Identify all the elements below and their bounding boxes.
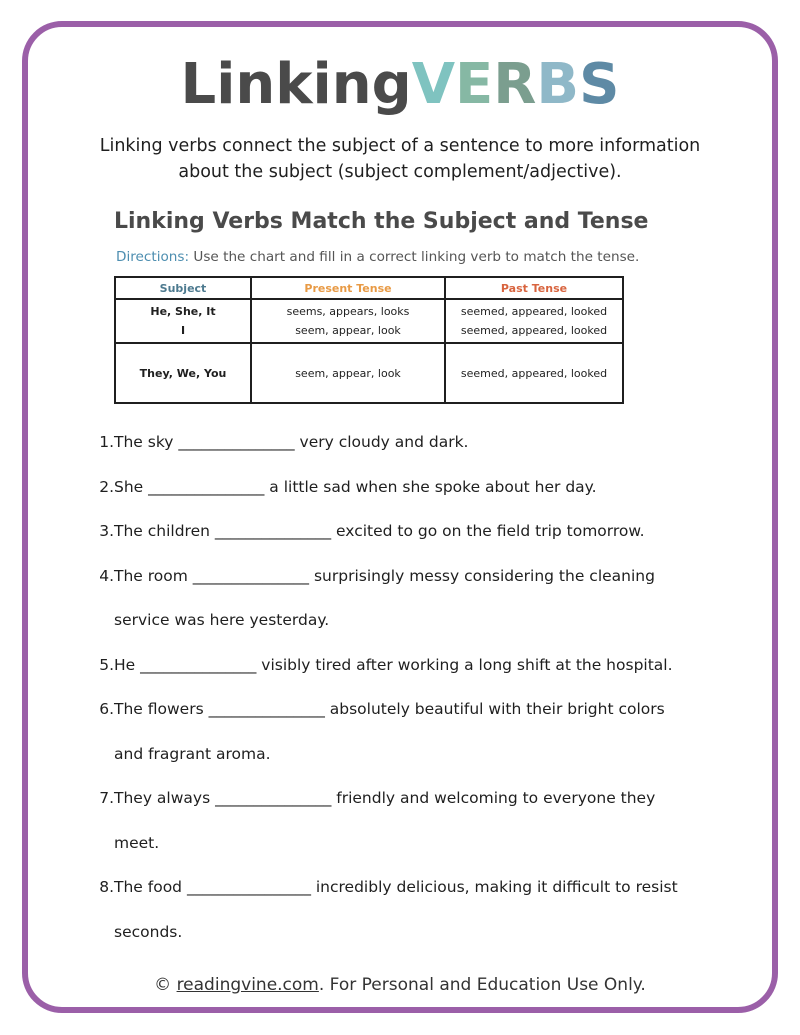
chart-header-subject: Subject [115, 277, 251, 299]
question-list [96, 420, 736, 954]
question-number: 1. [99, 433, 114, 451]
question-continuation: meet. [114, 833, 160, 852]
question-number: 4. [99, 566, 114, 585]
cell-line: seemed, appeared, looked [460, 324, 608, 337]
question-number: 2. [99, 477, 114, 496]
chart-header-past: Past Tense [445, 277, 623, 299]
question-continuation: seconds. [114, 922, 183, 941]
chart-cell-past [445, 343, 623, 403]
question-text: The children _______________ excited to go on the field trip tomorrow. [114, 522, 645, 540]
chart-row [115, 299, 623, 343]
question-continuation: and fragrant aroma. [114, 744, 271, 763]
question-number: 7. [99, 789, 114, 807]
footer [0, 975, 800, 995]
question-item [96, 509, 736, 554]
title-linking: Linking [180, 52, 412, 117]
directions-text: Use the chart and fill in a correct linking verb to match the tense. [189, 249, 640, 265]
cell-line: seem, appear, look [295, 324, 401, 337]
title-letter: B [536, 52, 580, 117]
question-item [96, 687, 736, 732]
question-number: 6. [99, 700, 114, 718]
title-letter: V [411, 52, 456, 117]
chart-cell-subject [115, 299, 251, 343]
question-item [96, 465, 736, 510]
question-text: The sky _______________ very cloudy and dark. [114, 433, 469, 451]
question-item [96, 643, 736, 688]
title-letter: E [455, 52, 494, 117]
intro-text: Linking verbs connect the subject of a sentence to more information about the subject (subject complement/adjective). [99, 136, 701, 182]
chart-cell-present [251, 343, 445, 403]
cell-line: seemed, appeared, looked [460, 366, 608, 380]
question-text: The flowers _______________ absolutely beautiful with their bright colors [114, 700, 665, 718]
question-item [96, 865, 736, 910]
question-item [96, 420, 736, 465]
chart-header-row [115, 277, 623, 299]
page-title [0, 52, 800, 117]
chart-cell-past [445, 299, 623, 343]
verb-chart [114, 276, 624, 404]
question-text: The room _______________ surprisingly messy considering the cleaning [114, 566, 655, 585]
question-number: 5. [99, 655, 114, 674]
footer-link[interactable]: readingvine.com [176, 975, 319, 995]
title-letter: R [493, 52, 537, 117]
chart-cell-present [251, 299, 445, 343]
question-continuation: service was here yesterday. [114, 611, 330, 629]
question-item [96, 554, 736, 599]
cell-line: seem, appear, look [295, 366, 401, 380]
title-letter: S [579, 52, 620, 117]
directions [116, 249, 639, 265]
cell-line: seems, appears, looks [286, 305, 410, 318]
title-verbs [412, 52, 620, 117]
cell-line: They, We, You [139, 366, 227, 380]
chart-row [115, 343, 623, 403]
chart-cell-subject [115, 343, 251, 403]
question-text: The food ________________ incredibly delicious, making it difficult to resist [114, 878, 678, 896]
cell-line: I [180, 324, 186, 337]
question-number: 8. [99, 878, 114, 896]
question-text: They always _______________ friendly and welcoming to everyone they [114, 789, 656, 807]
footer-text: . For Personal and Education Use Only. [318, 975, 646, 995]
cell-line: He, She, It [150, 305, 216, 318]
cell-line: seemed, appeared, looked [460, 305, 608, 318]
directions-label: Directions: [116, 249, 190, 265]
question-item [96, 776, 736, 821]
question-number: 3. [99, 522, 114, 540]
question-text: He _______________ visibly tired after working a long shift at the hospital. [114, 655, 673, 674]
section-subtitle: Linking Verbs Match the Subject and Tense [114, 209, 649, 234]
question-text: She _______________ a little sad when she spoke about her day. [114, 477, 597, 496]
chart-header-present: Present Tense [251, 277, 445, 299]
copyright-symbol: © [154, 975, 177, 995]
